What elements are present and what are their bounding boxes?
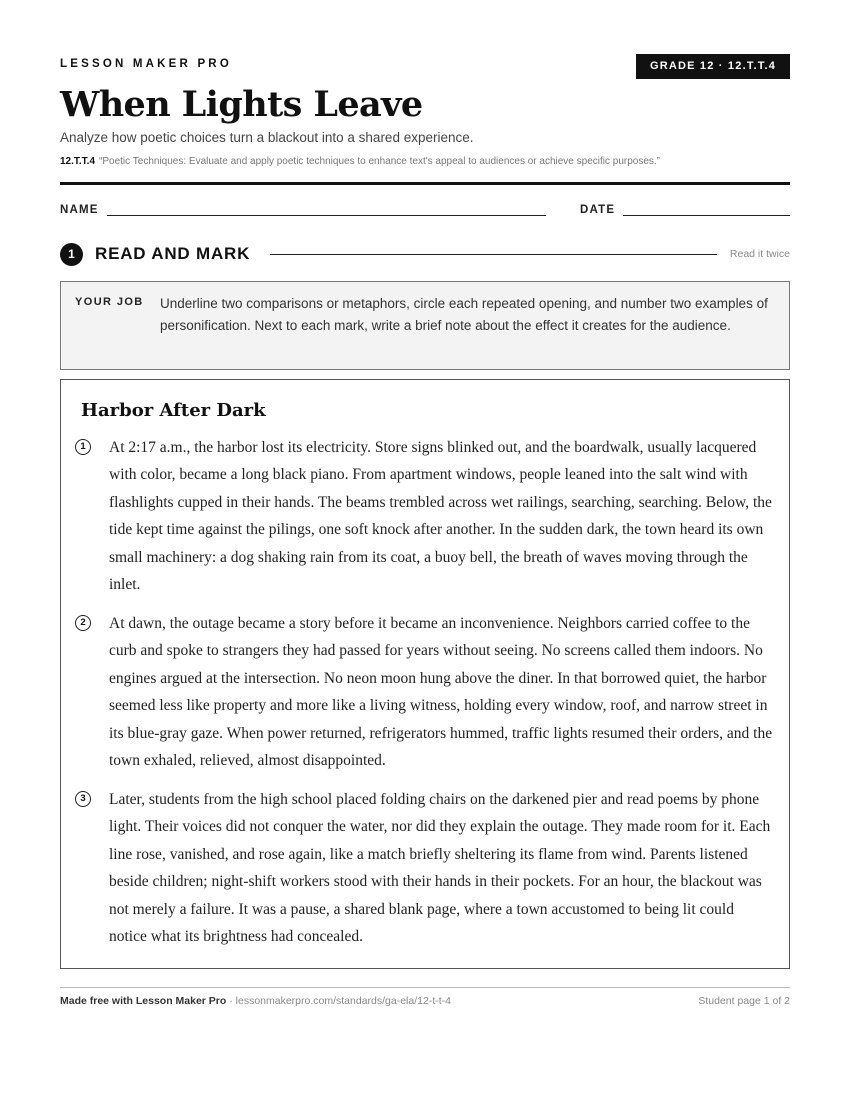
- paragraph-text: Later, students from the high school placed folding chairs on the darkened pier and read poems by phone light. Their voices did not conquer the water, nor did they explain the outage. They made room for it. Each line rose, vanished, and rose again, like a match briefly sheltering its flame from wind. Parents listened beside children; night-shift workers stood with their hands in their pockets. For an hour, the blackout was not merely a failure. It was a pause, a shared blank page, where a town accustomed to being lit could notice what its brightness had concealed.: [109, 791, 771, 946]
- page-subtitle: Analyze how poetic choices turn a blackout into a shared experience.: [60, 130, 474, 145]
- section-number-badge: 1: [60, 243, 83, 266]
- footer-page-label: Student page 1 of 2: [698, 995, 790, 1007]
- paragraph-text: At 2:17 a.m., the harbor lost its electricity. Store signs blinked out, and the boardwalk, usually lacquered with color, became a long black piano. From apartment windows, people leaned into the salt wind with flashlights cupped in their hands. The beams trembled across wet railings, searching, searching. Below, the tide kept time against the pilings, one soft knock after another. In the sudden dark, the town heard its own small machinery: a dog shaking rain from its coat, a buoy bell, the breath of waves moving through the inlet.: [109, 439, 772, 594]
- section-divider: [270, 254, 717, 255]
- footer-divider: [60, 987, 790, 988]
- footer-url: · lessonmakerpro.com/standards/ga-ela/12-t-t-4: [226, 995, 451, 1007]
- brand-name: LESSON MAKER PRO: [60, 58, 232, 70]
- header-divider: [60, 182, 790, 185]
- instructions-label: YOUR JOB: [75, 296, 144, 308]
- section-note: Read it twice: [729, 248, 790, 260]
- paragraph-text: At dawn, the outage became a story before it became an inconvenience. Neighbors carried coffee to the curb and spoke to strangers they had passed for years without seeing. No screens called them indoors. No engines argued at the intersection. No neon moon hung above the diner. In that borrowed quiet, the harbor seemed less like property and more like a living witness, holding every window, roof, and narrow street in its blue-gray gaze. When power returned, refrigerators hummed, traffic lights resumed their orders, and the town exhaled, relieved, almost disappointed.: [109, 615, 773, 770]
- passage-box: [60, 379, 790, 969]
- grade-badge: GRADE 12 · 12.T.T.4: [636, 54, 790, 79]
- page-title: When Lights Leave: [60, 84, 423, 125]
- name-field-line[interactable]: [107, 215, 546, 216]
- paragraph-number: 2: [75, 615, 91, 631]
- name-label: NAME: [60, 204, 99, 216]
- section-heading: [60, 242, 790, 266]
- instructions-text: Underline two comparisons or metaphors, circle each repeated opening, and number two examples of personification. Next to each mark, write a brief note about the effect it creates for the audience.: [160, 296, 768, 333]
- passage-title: Harbor After Dark: [81, 400, 266, 421]
- instructions-box: [60, 281, 790, 370]
- date-label: DATE: [580, 204, 616, 216]
- footer-made-with: Made free with Lesson Maker Pro: [60, 995, 227, 1007]
- paragraph-number: 3: [75, 791, 91, 807]
- standard-code: 12.T.T.4: [60, 156, 96, 167]
- date-field-line[interactable]: [623, 215, 790, 216]
- footer-credit: [60, 995, 451, 1007]
- section-title: READ AND MARK: [95, 244, 251, 263]
- paragraph-number: 1: [75, 439, 91, 455]
- standard-text: “Poetic Techniques: Evaluate and apply poetic techniques to enhance text's appeal to audiences or achieve specific purposes.”: [99, 156, 661, 167]
- standard-line: [60, 156, 660, 167]
